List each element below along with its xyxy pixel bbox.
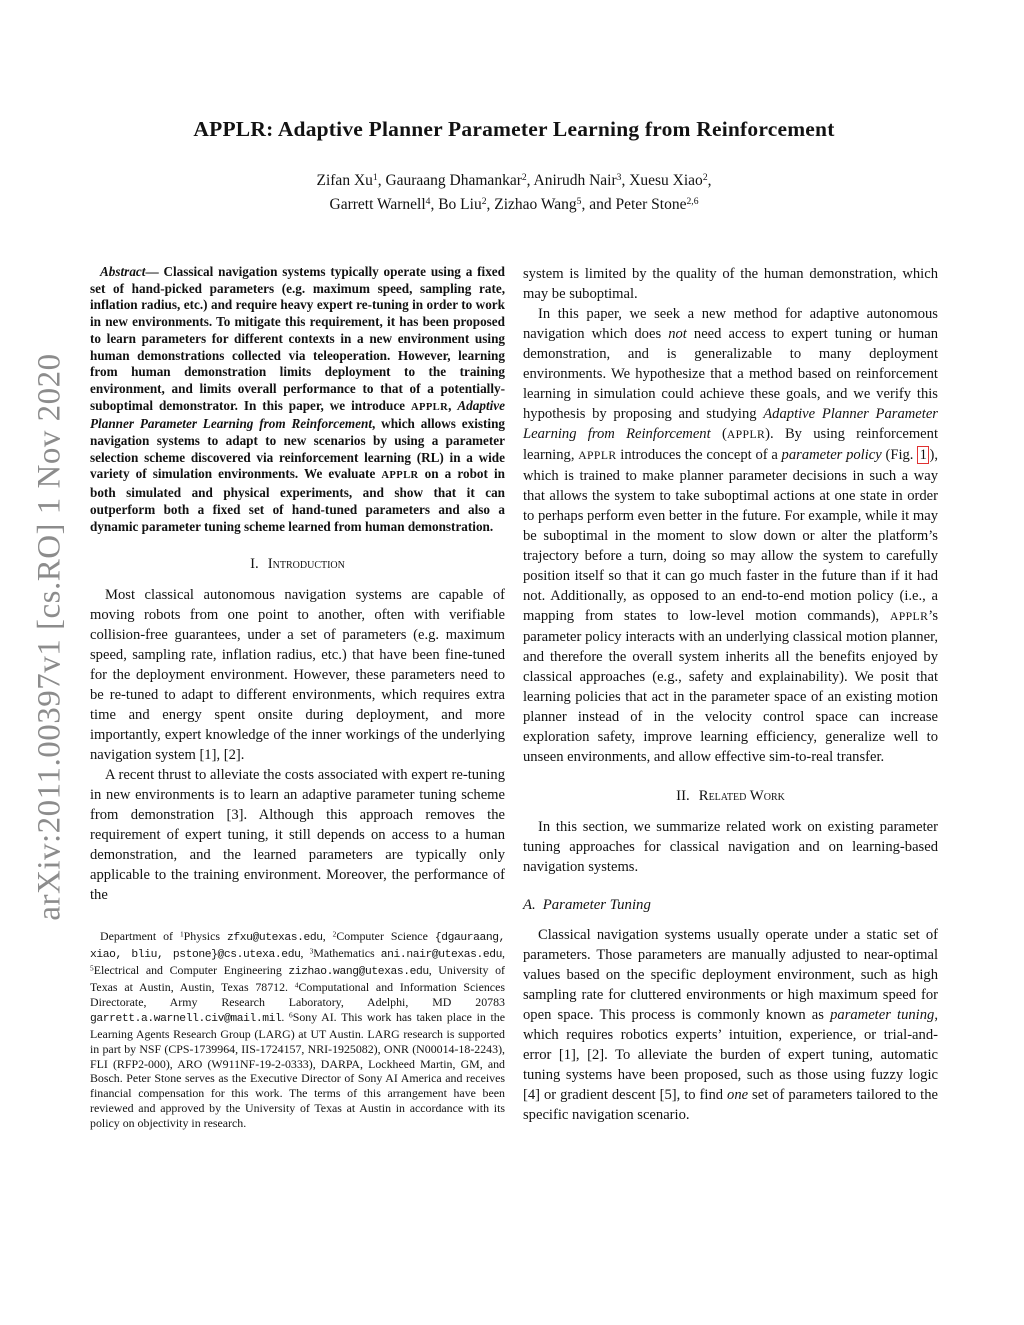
footnote-paragraph: Department of $^1$Physics zfxu@utexas.edu, $^2$Computer Science {dgauraang, xiao, bliu, pstone}@cs.utexa.edu, $^3$Mathematics ani.nair@utexas.edu, $^5$Electrical and Computer Engineering zizhao.wang@utexas.edu, University of Texas at Austin, Austin, Texas 78712. $^4$Computational and Information Sciences Directorate, Army Research Laboratory, Adelphi, MD 20783 garrett.a.warnell.civ@mail.mil. $^6$Sony AI. This work has taken place in the Learning Agents Research Group (LARG) at UT Austin. LARG research is supported in part by NSF (CPS-1739964, IIS-1724157, NRI-1925082), ONR (N00014-18-2243), FLI (RFP2-000), ARO (W911NF-19-2-0333), DARPA, Lockheed Martin, GM, and Bosch. Peter Stone serves as the Executive Director of Sony AI America and receives financial compensation for this work. The terms of this arrangement have been reviewed and approved by the University of Texas at Austin in accordance with its policy on objectivity in research. (90, 929, 505, 1131)
section-number: I. (250, 556, 259, 573)
right-column (523, 264, 938, 1131)
two-column-body (90, 264, 938, 1131)
paper-content (90, 0, 938, 1131)
subsection-title: Parameter Tuning (542, 897, 651, 913)
authors-line-2: Garrett Warnell$^4$, Bo Liu$^2$, Zizhao Wang$^5$, and Peter Stone$^{2,6}$ (329, 196, 699, 213)
section-number: II. (676, 788, 690, 804)
continuation-paragraph: system is limited by the quality of the human demonstration, which may be suboptimal. (523, 266, 938, 302)
authors-line-1: Zifan Xu$^1$, Gauraang Dhamankar$^2$, Anirudh Nair$^3$, Xuesu Xiao$^2$, (316, 172, 712, 189)
intro-paragraph-1: Most classical autonomous navigation systems are capable of moving robots from one point to another, often with verifiable collision-free guarantees, under a set of parameters (e.g. maximum speed, sampling rate, inflation radius, etc.) that have been fine-tuned for the deployment environment. However, these parameters need to be re-tuned to adapt to different environments, which requires extra time and energy spent onsite during deployment, and more importantly, expert knowledge of the inner workings of the underlying navigation system [1], [2]. (90, 587, 505, 764)
left-column (90, 264, 505, 1131)
subsection-number: A. (523, 897, 536, 913)
section-heading-introduction (90, 556, 505, 573)
section-title: Related Work (698, 788, 785, 804)
approach-paragraph: In this paper, we seek a new method for adaptive autonomous navigation which does not need access to expert tuning or human demonstration, and is generalizable to many deployment environments. We hypothesize that a method based on reinforcement learning in simulation could achieve these goals, and we verify this hypothesis by proposing and studying Adaptive Planner Parameter Learning from Reinforcement (APPLR). By using reinforcement learning, APPLR introduces the concept of a parameter policy (Fig. 1 ), which is trained to make planner parameter decisions in such a way that allows the system to take suboptimal actions at one state in order to perhaps perform even better in the future. For example, while it may be suboptimal in the moment to slow down or alter the platform’s trajectory before a turn, doing so may allow the system to carefully position itself so that it can go much faster in the future than if it had not. Additionally, as opposed to an end-to-end motion policy (i.e., a mapping from states to low-level motion commands), APPLR’s parameter policy interacts with an underlying classical motion planner, and therefore the overall system inherits all the benefits enjoyed by classical approaches (e.g., safety and explainability). We posit that learning policies that act in the parameter space of an existing motion planner instead of in the velocity control space can increase exploration safety, improve learning efficiency, generalize well to unseen environments, and allow effective sim-to-real transfer. (523, 306, 939, 765)
figure-1-link[interactable]: 1 (917, 446, 929, 464)
parameter-tuning-paragraph: Classical navigation systems usually operate under a static set of parameters. Those parameters are manually adjusted to near-optimal values based on the specific deployment environment, such as high sampling rate for cluttered environments or high maximum speed for open space. This process is commonly known as parameter tuning, which requires robotics experts’ intuition, experience, or trial-and-error [1], [2]. To alleviate the burden of expert tuning, automatic tuning systems have been proposed, such as those using fuzzy logic [4] or gradient descent [5], to find one set of parameters tailored to the specific navigation scenario. (523, 927, 938, 1123)
related-work-intro-paragraph: In this section, we summarize related work on existing parameter tuning approaches for classical navigation and on learning-based navigation systems. (523, 819, 938, 875)
intro-paragraph-2: A recent thrust to alleviate the costs associated with expert re-tuning in new environments is to learn an adaptive parameter tuning scheme from demonstration [3]. Although this approach removes the requirement of expert tuning, it still depends on access to a human demonstration, and the learned parameters are typically only applicable to the training environment. Moreover, the performance of the (90, 767, 505, 904)
arxiv-watermark: arXiv:2011.00397v1 [cs.RO] 1 Nov 2020 (31, 353, 68, 921)
author-block (90, 169, 938, 217)
section-heading-related-work (523, 788, 938, 805)
section-title: Introduction (267, 556, 345, 573)
abstract-paragraph: Abstract— Classical navigation systems typically operate using a fixed set of hand-picked parameters (e.g. maximum speed, sampling rate, inflation radius, etc.) and require heavy expert re-tuning in order to work in new environments. To mitigate this requirement, it has been proposed to learn parameters for different contexts in a new environment using human demonstrations collected via teleoperation. However, learning from human demonstration limits deployment to the training environment, and limits overall performance to that of a potentially-suboptimal demonstrator. In this paper, we introduce APPLR, Adaptive Planner Parameter Learning from Reinforcement, which allows existing navigation systems to adapt to new scenarios by using a parameter selection scheme discovered via reinforcement learning (RL) in a wide variety of simulation environments. We evaluate APPLR on a robot in both simulated and physical experiments, and show that it can outperform both a fixed set of hand-tuned parameters and also a dynamic parameter tuning scheme learned from human demonstration. (90, 264, 505, 534)
paper-title: APPLR: Adaptive Planner Parameter Learning from Reinforcement (193, 117, 835, 141)
subsection-heading-parameter-tuning (523, 897, 938, 914)
